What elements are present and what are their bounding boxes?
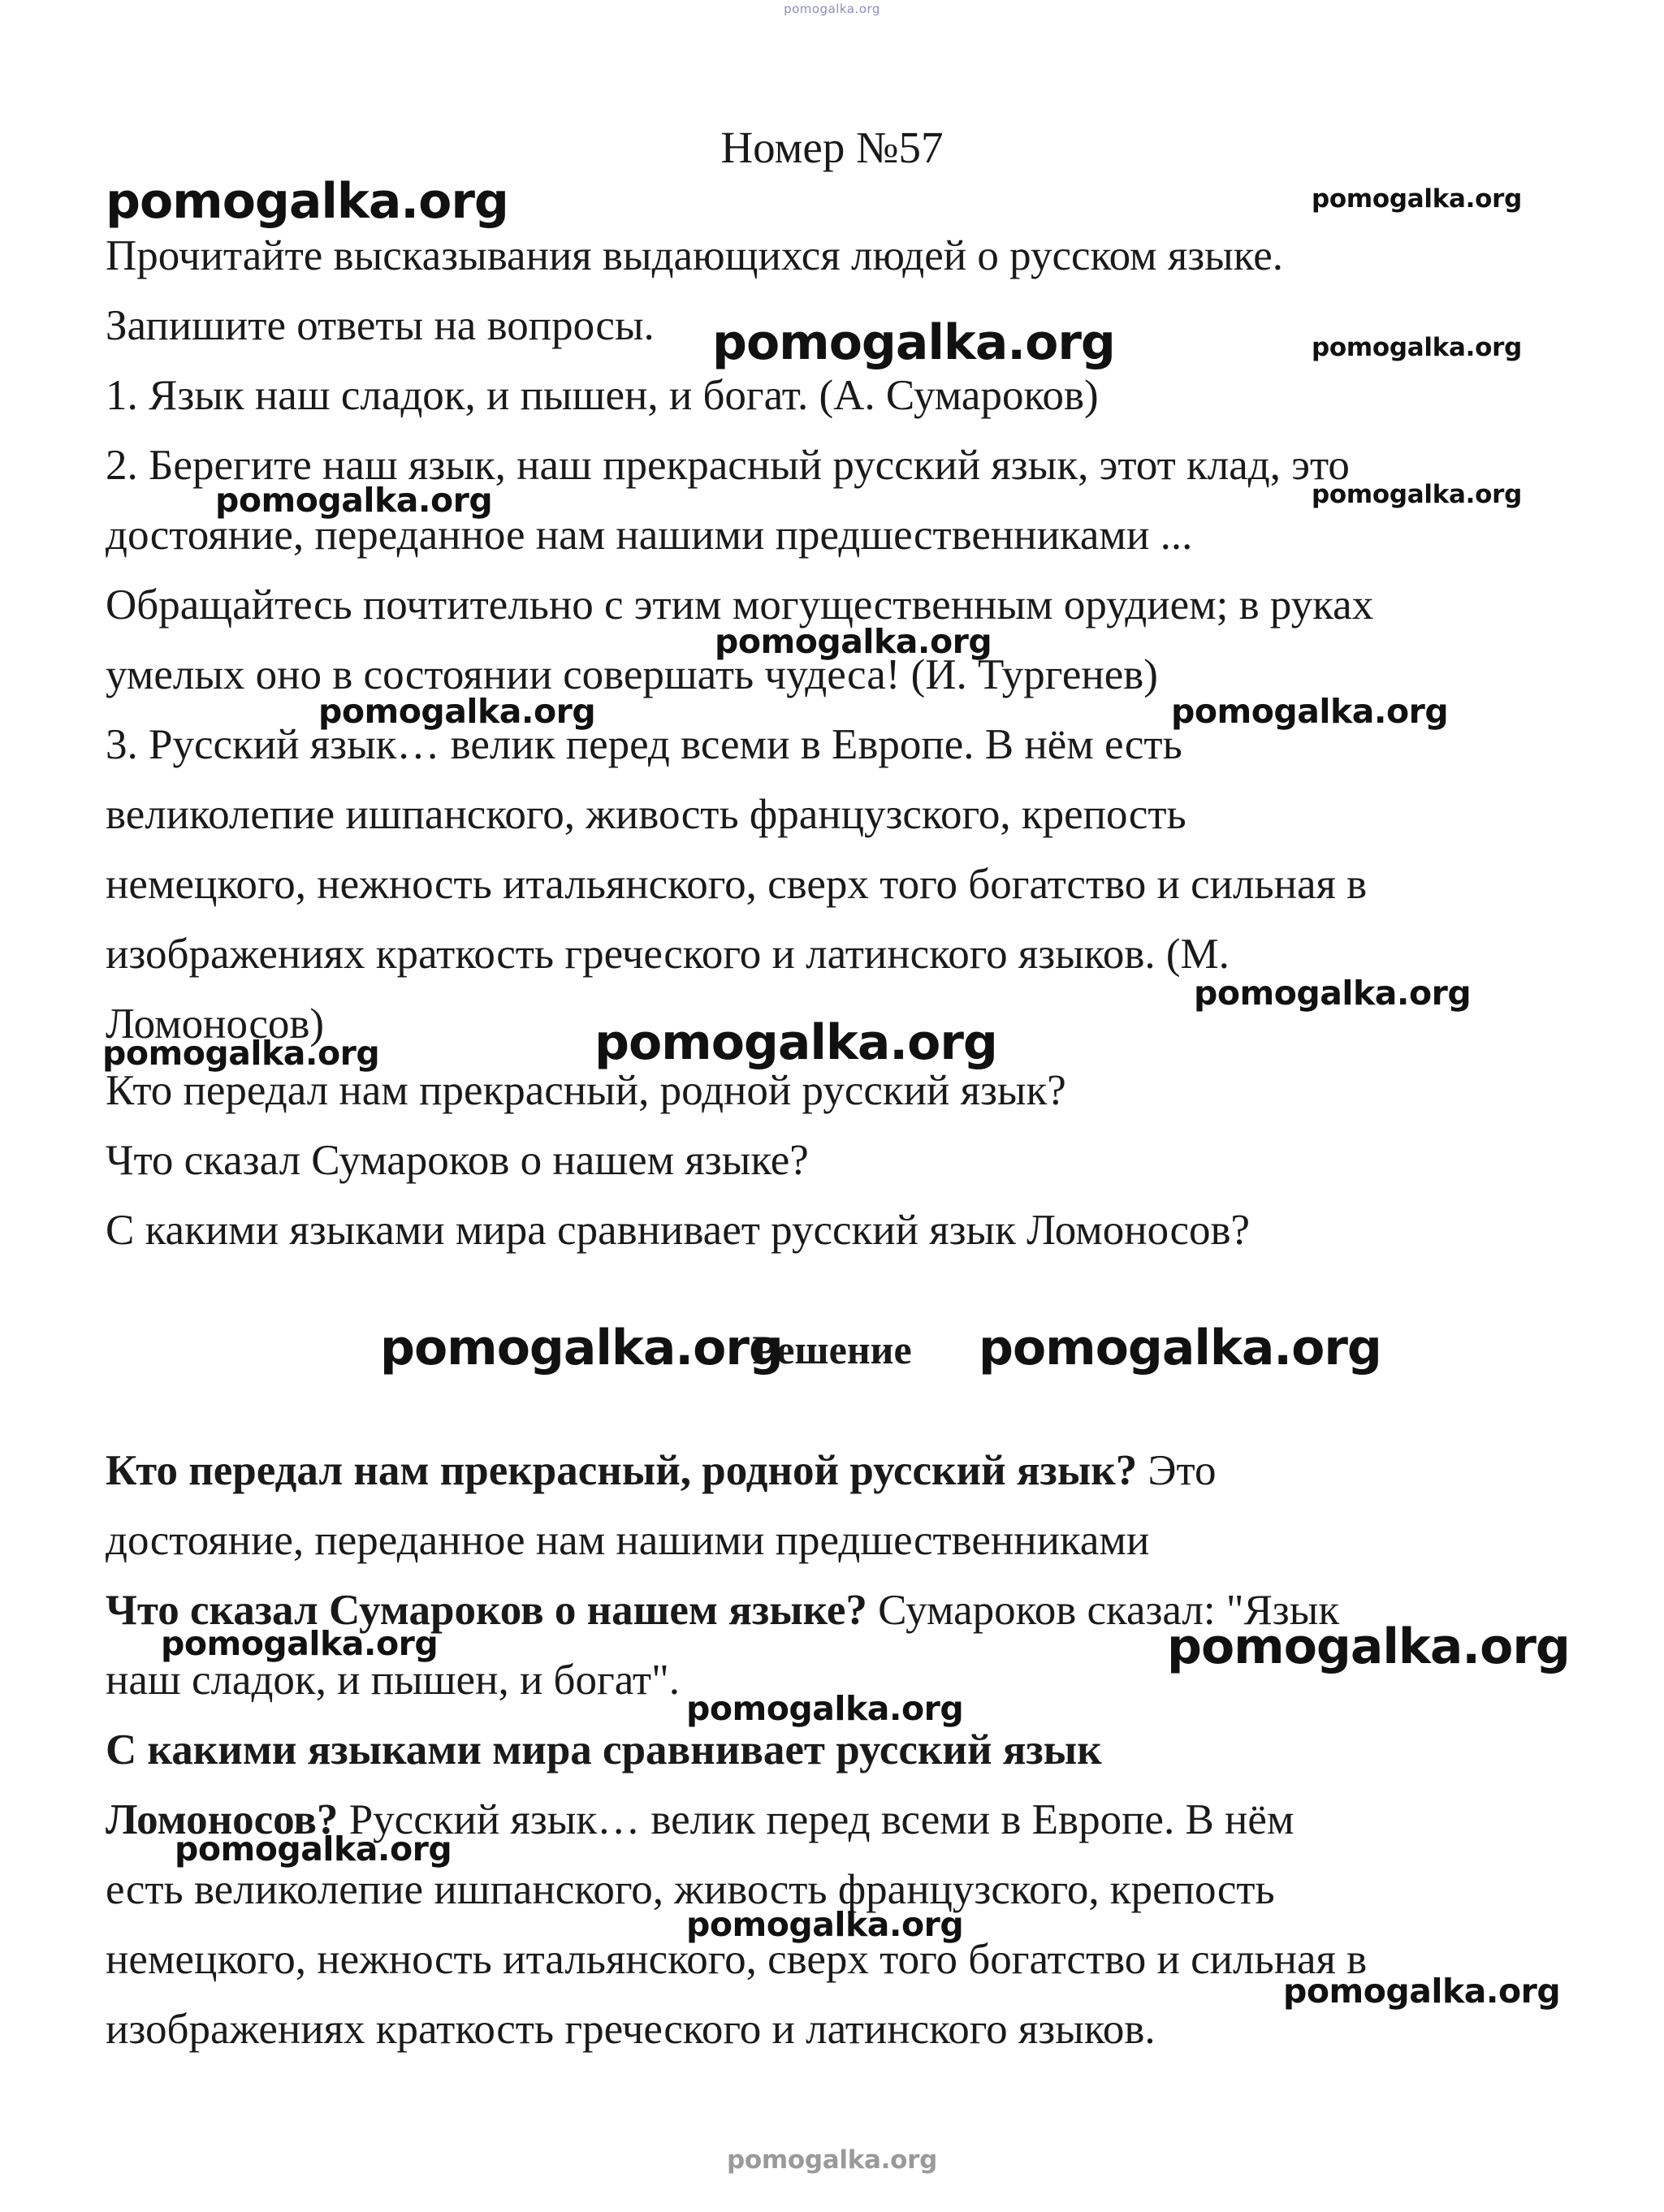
quote-line: Обращайтесь почтительно с этим могущественным орудием; в руках: [106, 581, 1374, 629]
watermark: pomogalka.org: [318, 692, 596, 731]
question-line: Кто передал нам прекрасный, родной русский язык?: [106, 1067, 1066, 1114]
question-line: С какими языками мира сравнивает русский язык Ломоносов?: [106, 1207, 1251, 1254]
watermark: pomogalka.org: [594, 1014, 997, 1071]
watermark: pomogalka.org: [1171, 692, 1449, 731]
watermark: pomogalka.org: [686, 1689, 964, 1728]
quote-line: Ломоносов): [106, 1000, 325, 1048]
watermark: pomogalka.org: [215, 481, 493, 520]
solution-text: [106, 1436, 1535, 2064]
site-mark: pomogalka.org: [784, 2, 880, 16]
answer-3-continuation: есть великолепие ишпанского, живость французского, крепость: [106, 1866, 1275, 1913]
answer-1-line: [106, 1436, 1535, 1506]
watermark: pomogalka.org: [712, 314, 1115, 371]
solution-heading: Решение: [752, 1327, 912, 1372]
answer-2-text: Сумароков сказал: "Язык: [867, 1587, 1340, 1634]
watermark: pomogalka.org: [380, 1320, 783, 1376]
watermark: pomogalka.org: [161, 1624, 439, 1663]
intro-line: Запишите ответы на вопросы.: [106, 302, 655, 349]
quote-line: достояние, переданное нам нашими предшественниками ...: [106, 512, 1193, 559]
answer-3-continuation: немецкого, нежность итальянского, сверх того богатство и сильная в: [106, 1936, 1368, 1983]
quote-line: 1. Язык наш сладок, и пышен, и богат. (А. Сумароков): [106, 372, 1099, 419]
answer-3-question-end: Ломоносов?: [106, 1796, 339, 1843]
quote-line: изображениях краткость греческого и латинского языков. (М.: [106, 931, 1230, 978]
page-title: Номер №57: [720, 123, 944, 172]
answer-1-question: Кто передал нам прекрасный, родной русский язык?: [106, 1447, 1138, 1494]
watermark: pomogalka.org: [1194, 974, 1472, 1013]
answer-1-continuation: достояние, переданное нам нашими предшественниками: [106, 1517, 1150, 1564]
watermark: pomogalka.org: [106, 173, 508, 230]
watermark: pomogalka.org: [1312, 480, 1523, 509]
watermark: pomogalka.org: [715, 622, 992, 661]
question-line: Что сказал Сумароков о нашем языке?: [106, 1137, 809, 1184]
watermark: pomogalka.org: [979, 1320, 1381, 1376]
watermark: pomogalka.org: [1312, 184, 1523, 214]
answer-3-question: С какими языками мира сравнивает русский язык: [106, 1726, 1102, 1773]
quote-line: 3. Русский язык… велик перед всеми в Европе. В нём есть: [106, 721, 1182, 768]
quote-line: умелых оно в состоянии совершать чудеса! (И. Тургенев): [106, 651, 1158, 698]
watermark: pomogalka.org: [1167, 1618, 1570, 1675]
watermark: pomogalka.org: [726, 2145, 937, 2175]
watermark: pomogalka.org: [102, 1034, 380, 1073]
quote-line: 2. Берегите наш язык, наш прекрасный русский язык, этот клад, это: [106, 442, 1350, 489]
answer-2-question: Что сказал Сумароков о нашем языке?: [106, 1587, 867, 1634]
answer-1-text: Это: [1137, 1447, 1217, 1494]
watermark: pomogalka.org: [1312, 333, 1523, 362]
watermark: pomogalka.org: [175, 1830, 452, 1869]
questions-list: [106, 1056, 1535, 1265]
answer-2-continuation: наш сладок, и пышен, и богат".: [106, 1657, 680, 1704]
answer-3-continuation: изображениях краткость греческого и латинского языков.: [106, 2006, 1156, 2053]
watermark: pomogalka.org: [1283, 1972, 1561, 2011]
answer-3-text: Русский язык… велик перед всеми в Европе. В нём: [338, 1796, 1294, 1843]
intro-line: Прочитайте высказывания выдающихся людей о русском языке.: [106, 232, 1283, 279]
watermark: pomogalka.org: [686, 1905, 964, 1944]
quote-line: великолепие ишпанского, живость французского, крепость: [106, 791, 1186, 838]
quote-line: немецкого, нежность итальянского, сверх того богатство и сильная в: [106, 861, 1368, 908]
